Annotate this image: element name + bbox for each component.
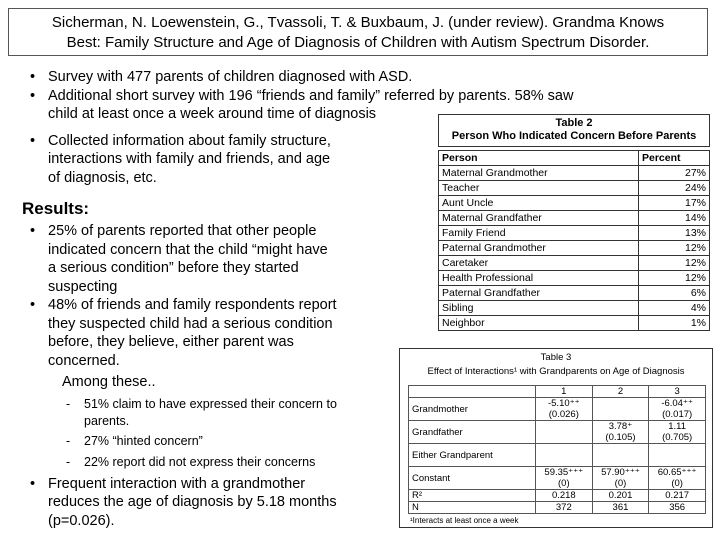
table-cell — [536, 467, 593, 490]
table-row-percent: 14% — [639, 211, 710, 226]
table-cell — [649, 467, 706, 490]
table-row-person: Paternal Grandfather — [439, 286, 639, 301]
sub-bullet-22pct: - 22% report did not express their concerns — [62, 454, 396, 471]
table-3-row-r2-label: R² — [409, 490, 536, 502]
table-row-percent: 4% — [639, 301, 710, 316]
coef: 59.35⁺⁺⁺ — [544, 467, 584, 478]
table-3-row-n-label: N — [409, 502, 536, 514]
table-3-row-grandmother-label: Grandmother — [409, 398, 536, 421]
coef: 57.90⁺⁺⁺ — [601, 467, 640, 478]
result-bullet-grandmother-l2: reduces the age of diagnosis by 5.18 months — [48, 494, 337, 510]
table-cell — [649, 444, 706, 467]
table-cell: 356 — [649, 502, 706, 514]
table-2-title-box — [438, 114, 710, 147]
table-cell — [536, 421, 593, 444]
bullet-collected-info-2: interactions with family and friends, and age — [48, 151, 331, 167]
citation-line-1: Sicherman, N. Loewenstein, G., Tvassoli, T. & Buxbaum, J. (under review). Grandma Knows — [51, 14, 665, 31]
table-3-row-constant-label: Constant — [409, 467, 536, 490]
table-row-person: Aunt Uncle — [439, 196, 639, 211]
pvalue: (0.026) — [548, 409, 579, 420]
pvalue: (0) — [614, 478, 627, 489]
table-row-person: Maternal Grandfather — [439, 211, 639, 226]
table-2-title: Table 2 — [555, 117, 593, 129]
table-3-corner — [409, 386, 536, 398]
table-row-percent: 13% — [639, 226, 710, 241]
table-cell: 0.201 — [592, 490, 649, 502]
result-bullet-48pct: • 48% of friends and family respondents report — [26, 296, 396, 315]
coef: 1.11 — [668, 421, 687, 432]
result-bullet-25pct-l3: a serious condition” before they started — [48, 260, 299, 276]
table-row-percent: 6% — [639, 286, 710, 301]
among-these: Among these.. — [62, 374, 156, 390]
table-3-col-3: 3 — [649, 386, 706, 398]
table-row-percent: 12% — [639, 241, 710, 256]
table-row-person: Family Friend — [439, 226, 639, 241]
table-3 — [399, 348, 713, 528]
pvalue: (0) — [671, 478, 683, 489]
bullet-collected-info: • Collected information about family structure, — [26, 132, 686, 151]
table-row-percent: 12% — [639, 271, 710, 286]
pvalue: (0) — [558, 478, 570, 489]
result-bullet-48pct-l4: concerned. — [48, 352, 120, 369]
coef: -6.04⁺⁺ — [661, 398, 693, 409]
bullet-collected-info-3: of diagnosis, etc. — [48, 169, 157, 186]
pvalue: (0.105) — [605, 432, 636, 443]
result-bullet-grandmother-l3: (p=0.026). — [48, 512, 115, 529]
table-cell — [592, 421, 649, 444]
table-row-percent: 27% — [639, 166, 710, 181]
table-cell: 372 — [536, 502, 593, 514]
table-3-grid — [408, 385, 706, 514]
table-row-person: Health Professional — [439, 271, 639, 286]
result-bullet-25pct-l2: indicated concern that the child “might have — [48, 241, 328, 258]
table-3-subtitle: Effect of Interactions¹ with Grandparents on Age of Diagnosis — [427, 366, 685, 377]
sub-bullet-27pct: - 27% “hinted concern” — [62, 433, 396, 450]
sub-bullet-51pct-l2: parents. — [84, 413, 130, 428]
coef: 60.65⁺⁺⁺ — [657, 467, 697, 478]
table-row-person: Caretaker — [439, 256, 639, 271]
bullet-friends-survey-cont: child at least once a week around time of diagnosis — [48, 106, 377, 122]
table-3-footnote: ¹Interacts at least once a week — [410, 516, 519, 525]
citation-header — [8, 8, 708, 56]
sub-bullet-51pct: - 51% claim to have expressed their concern to — [62, 396, 396, 413]
table-3-row-either-label: Either Grandparent — [409, 444, 536, 467]
table-cell: 0.217 — [649, 490, 706, 502]
table-cell: 361 — [592, 502, 649, 514]
coef: -5.10⁺⁺ — [547, 398, 580, 409]
table-cell — [536, 444, 593, 467]
pvalue: (0.705) — [662, 432, 693, 443]
results-bullets — [26, 222, 396, 530]
table-row-person: Paternal Grandmother — [439, 241, 639, 256]
citation-line-2: Best: Family Structure and Age of Diagnosis of Children with Autism Spectrum Disorder. — [66, 34, 650, 51]
table-row-percent: 17% — [639, 196, 710, 211]
result-bullet-25pct: • 25% of parents reported that other people — [26, 222, 396, 241]
result-bullet-48pct-l2: they suspected child had a serious condition — [48, 315, 333, 332]
result-bullet-48pct-l3: before, they believe, either parent was — [48, 334, 294, 350]
table-cell — [649, 398, 706, 421]
table-row-person: Maternal Grandmother — [439, 166, 639, 181]
table-2-header-person: Person — [439, 151, 639, 166]
result-bullet-25pct-l4: suspecting — [48, 278, 118, 295]
table-row-percent: 12% — [639, 256, 710, 271]
table-3-col-2: 2 — [592, 386, 649, 398]
result-bullet-grandmother: • Frequent interaction with a grandmother — [26, 475, 396, 494]
table-3-row-grandfather-label: Grandfather — [409, 421, 536, 444]
coef: 3.78⁺ — [608, 421, 633, 432]
table-cell — [592, 444, 649, 467]
table-2-subtitle: Person Who Indicated Concern Before Parents — [451, 130, 697, 142]
results-heading: Results: — [22, 199, 90, 218]
table-cell — [592, 467, 649, 490]
table-row-person: Sibling — [439, 301, 639, 316]
table-2-header-percent: Percent — [639, 151, 710, 166]
bullet-friends-survey: • Additional short survey with 196 “friends and family” referred by parents. 58% saw — [26, 87, 686, 106]
table-row-person: Teacher — [439, 181, 639, 196]
table-cell — [592, 398, 649, 421]
table-2 — [438, 114, 710, 346]
table-3-col-1: 1 — [536, 386, 593, 398]
pvalue: (0.017) — [662, 409, 693, 420]
table-row-person: Neighbor — [439, 316, 639, 331]
bullet-survey-parents: • Survey with 477 parents of children diagnosed with ASD. — [26, 68, 686, 87]
table-cell — [536, 398, 593, 421]
table-row-percent: 24% — [639, 181, 710, 196]
table-row-percent: 1% — [639, 316, 710, 331]
table-2-grid — [438, 150, 710, 331]
table-3-title: Table 3 — [540, 352, 572, 363]
table-cell — [649, 421, 706, 444]
table-cell: 0.218 — [536, 490, 593, 502]
